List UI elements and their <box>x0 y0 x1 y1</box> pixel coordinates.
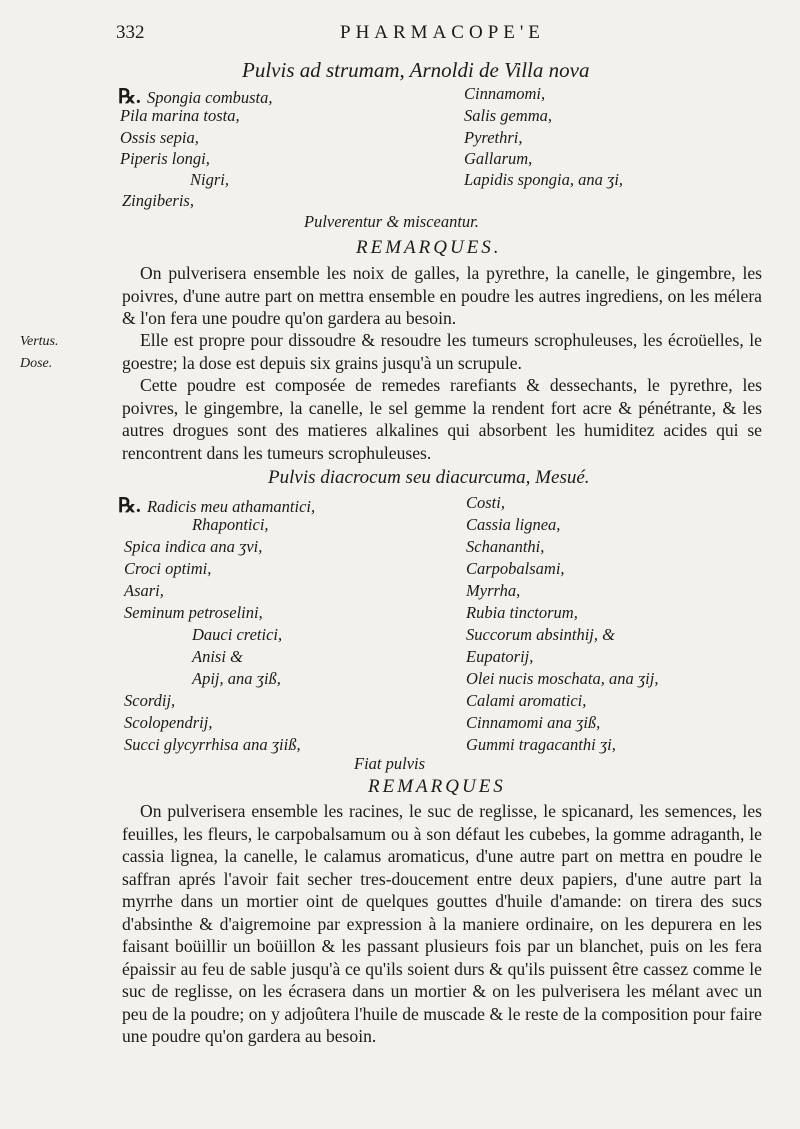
ingredient-left: Anisi & <box>192 647 243 666</box>
ingredient-left: Apij, ana ʒiß, <box>192 669 281 688</box>
ingredient-right: Gallarum, <box>464 149 533 168</box>
rx-symbol: ℞. <box>118 495 141 517</box>
ingredient-right: Myrrha, <box>466 581 521 600</box>
ingredient-left: Scolopendrij, <box>124 713 213 732</box>
rx-symbol: ℞. <box>118 86 141 108</box>
ingredient-left: Piperis longi, <box>120 149 210 168</box>
ingredient-right: Rubia tinctorum, <box>466 603 578 622</box>
remarques-heading: REMARQUES <box>368 776 506 797</box>
remarques-heading: REMARQUES. <box>356 237 502 258</box>
remarques-paragraph: On pulverisera ensemble les racines, le suc de reglisse, le spicanard, les semences, les feuilles, les fleurs, le carpobalsamum ou à son défaut les cubebes, la gomme adraganth, le cassia lignea, la canelle, le calamus aromaticus, d'une autre part on mettra en poudre le saffran aprés l'avoir fait secher tres-doucement entre deux papiers, d'une autre part la myrrhe dans un mortier oint de quelques gouttes d'huile d'amande: on tirera des sucs d'absinthe & d'aigremoine par expression à la maniere ordinaire, on les depurera en les faisant boüillir un boüillon & les passant plusieurs fois par un blanchet, puis on les fera épaissir au feu de sable jusqu'à ce qu'ils soient durs & qu'ils puissent être cassez comme le suc de reglisse, on les écrasera dans un mortier & on les pulverisera les mélant avec un peu de la poudre; on y adjoûtera l'huile de muscade & le reste de la composition pour faire une poudre qu'on gardera au besoin. <box>122 801 762 1046</box>
ingredient-right: Carpobalsami, <box>466 559 565 578</box>
remarques-paragraph: Elle est propre pour dissoudre & resoudre les tumeurs scrophuleuses, les écroüelles, le goestre; la dose est depuis six grains jusqu'à un scrupule. <box>122 330 762 373</box>
ingredient-left: Rhapontici, <box>192 515 269 534</box>
ingredient-left: Croci optimi, <box>124 559 212 578</box>
ingredient-right: Calami aromatici, <box>466 691 587 710</box>
ingredient-text: Radicis meu athamantici, <box>146 497 316 516</box>
margin-note: Vertus. <box>20 334 59 349</box>
page-header <box>0 22 800 50</box>
ingredient-right: Cinnamomi, <box>464 84 546 103</box>
ingredient-text: Spongia combusta, <box>146 88 273 107</box>
ingredient-left: Spica indica ana ʒvi, <box>124 537 263 556</box>
running-title: PHARMACOPE'E <box>340 22 545 43</box>
ingredient-right: Schananthi, <box>466 537 545 556</box>
ingredient-right: Cinnamomi ana ʒiß, <box>466 713 601 732</box>
ingredient-left: Dauci cretici, <box>192 625 283 644</box>
ingredient-left: Asari, <box>124 581 164 600</box>
page-number: 332 <box>116 22 145 43</box>
ingredient-left: Seminum petroselini, <box>124 603 263 622</box>
ingredient-right: Lapidis spongia, ana ʒi, <box>464 170 624 189</box>
ingredient-left: Succi glycyrrhisa ana ʒiiß, <box>124 735 301 754</box>
ingredient-left: Nigri, <box>190 170 229 189</box>
recipe-directive: Pulverentur & misceantur. <box>304 212 479 231</box>
recipe-title: Pulvis ad strumam, Arnoldi de Villa nova <box>242 58 590 82</box>
ingredient-left: Pila marina tosta, <box>120 106 240 125</box>
recipe-title: Pulvis diacrocum seu diacurcuma, Mesué. <box>268 467 590 488</box>
ingredient-right: Succorum absinthij, & <box>466 625 615 644</box>
ingredient-right: Olei nucis moschata, ana ʒij, <box>466 669 659 688</box>
ingredient-left: Scordij, <box>124 691 176 710</box>
ingredient-right: Salis gemma, <box>464 106 552 125</box>
remarques-paragraph: On pulverisera ensemble les noix de galles, la pyrethre, la canelle, le gingembre, les poivres, d'une autre part on mettra ensemble en poudre les autres ingrediens, on les mélera & l'on fera une poudre qu'on gardera au besoin. <box>122 263 762 328</box>
ingredient-left: Ossis sepia, <box>120 128 199 147</box>
remarques-paragraph: Cette poudre est composée de remedes rarefiants & dessechants, le pyrethre, les poivres, le gingembre, la canelle, le sel gemme la rendent fort acre & pénétrante, & les autres drogues sont des matieres alkalines qui absorbent les humiditez acides qui se rencontrent dans les tumeurs scrophuleuses. <box>122 375 762 463</box>
ingredient-right: Costi, <box>466 493 505 512</box>
ingredient-right: Cassia lignea, <box>466 515 561 534</box>
ingredient-right: Eupatorij, <box>466 647 534 666</box>
recipe-directive: Fiat pulvis <box>354 754 426 773</box>
ingredient-right: Pyrethri, <box>464 128 523 147</box>
ingredient-left: Zingiberis, <box>122 191 194 210</box>
ingredient-right: Gummi tragacanthi ʒi, <box>466 735 616 754</box>
margin-note: Dose. <box>20 356 53 371</box>
